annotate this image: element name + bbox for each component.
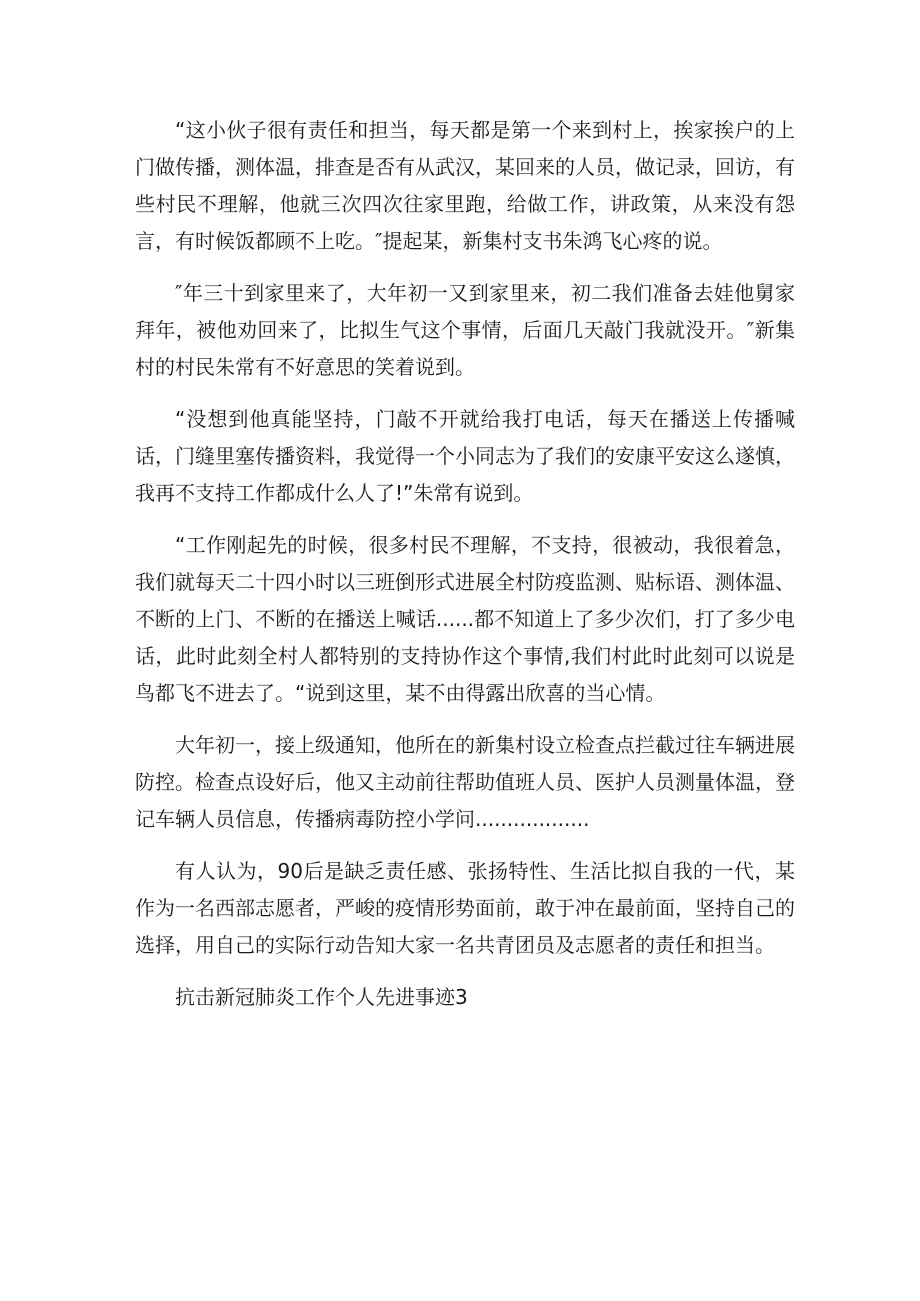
paragraph-1: “这小伙子很有责任和担当，每天都是第一个来到村上，挨家挨户的上门做传播，测体温，排查是否有从武汉，某回来的人员，做记录，回访，有些村民不理解，他就三次四次往家里跑，给做工作，讲政策，从来没有怨言，有时候饭都顾不上吃。″提起某，新集村支书朱鸿飞心疼的说。 [135,118,795,253]
section-heading: 抗击新冠肺炎工作个人先进事迹3 [175,985,468,1009]
document-body [135,112,795,1031]
paragraph-4: “工作刚起先的时候，很多村民不理解，不支持，很被动，我很着急，我们就每天二十四小时以三班倒形式进展全村防疫监测、贴标语、测体温、不断的上门、不断的在播送上喊话......都不知道上了多少次们，打了多少电话，此时此刻全村人都特别的支持协作这个事情,我们村此时此刻可以说是鸟都飞不进去了。“说到这里，某不由得露出欣喜的当心情。 [135,533,795,705]
paragraph-6: 有人认为，90后是缺乏责任感、张扬特性、生活比拟自我的一代，某作为一名西部志愿者，严峻的疫情形势面前，敢于冲在最前面，坚持自己的选择，用自己的实际行动告知大家一名共青团员及志愿者的责任和担当。 [135,859,795,957]
paragraph-2: ″年三十到家里来了，大年初一又到家里来，初二我们准备去娃他舅家拜年，被他劝回来了，比拟生气这个事情，后面几天敲门我就没开。″新集村的村民朱常有不好意思的笑着说到。 [135,281,795,379]
paragraph-5: 大年初一，接上级通知，他所在的新集村设立检查点拦截过往车辆进展防控。检查点设好后，他又主动前往帮助值班人员、医护人员测量体温，登记车辆人员信息，传播病毒防控小学问.................. [135,733,795,831]
paragraph-3: “没想到他真能坚持，门敲不开就给我打电话，每天在播送上传播喊话，门缝里塞传播资料，我觉得一个小同志为了我们的安康平安这么遂慎，我再不支持工作都成什么人了!”朱常有说到。 [135,407,795,505]
